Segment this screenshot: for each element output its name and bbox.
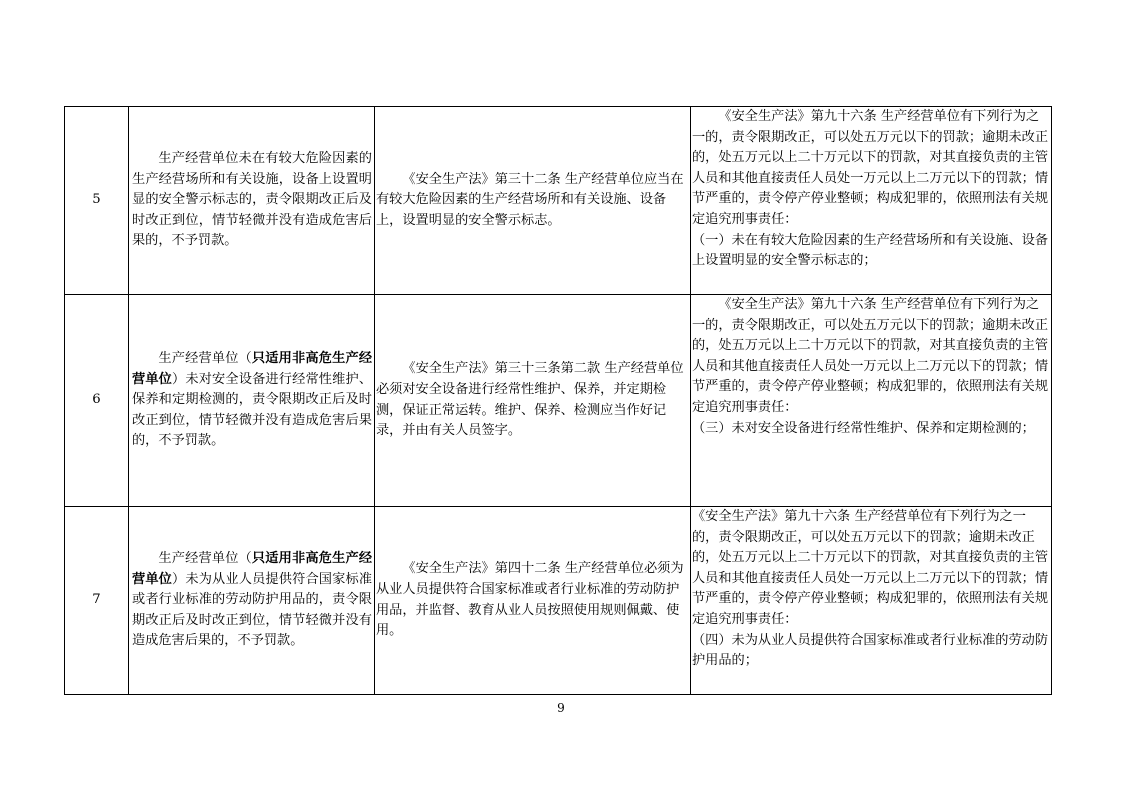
penalty-item-text: （三）未对安全设备进行经常性维护、保养和定期检测的；: [692, 420, 1035, 436]
basis-text: 《安全生产法》第四十二条 生产经营单位必须为从业人员提供符合国家标准或者行业标准的劳动防护用品，并监督、教育从业人员按照使用规则佩戴、使用。: [376, 561, 684, 639]
description-text: 生产经营单位未在有较大危险因素的生产经营场所和有关设施，设备上设置明显的安全警示标志的，责令限期改正后及时改正到位，情节轻微并没有造成危害后果的，不予罚款。: [132, 151, 372, 249]
legal-basis: [375, 107, 691, 295]
row-number: 5: [65, 107, 129, 295]
description-prefix: 生产经营单位（: [158, 551, 252, 567]
penalty-main-text: 《安全生产法》第九十六条 生产经营单位有下列行为之一的，责令限期改正，可以处五万元以下的罚款；逾期未改正的，处五万元以上二十万元以下的罚款，对其直接负责的主管人员和其他直接责任人员处一万元以上二万元以下的罚款；情节严重的，责令停产停业整顿；构成犯罪的，依照刑法有关规定追究刑事责任：: [692, 109, 1049, 227]
legal-basis: [375, 507, 691, 695]
penalty-main-text: 《安全生产法》第九十六条 生产经营单位有下列行为之一的，责令限期改正，可以处五万元以下的罚款；逾期未改正的，处五万元以上二十万元以下的罚款，对其直接负责的主管人员和其他直接责任人员处一万元以上二万元以下的罚款；情节严重的，责令停产停业整顿；构成犯罪的，依照刑法有关规定追究刑事责任：: [692, 297, 1049, 415]
description-suffix: ）未为从业人员提供符合国家标准或者行业标准的劳动防护用品的，责令限期改正后及时改正到位，情节轻微并没有造成危害后果的，不予罚款。: [132, 571, 373, 649]
scope-emphasis: 只适用非高危生产经营单位: [132, 551, 373, 587]
basis-text: 《安全生产法》第三十三条第二款 生产经营单位必须对安全设备进行经常性维护、保养，并定期检测，保证正常运转。维护、保养、检测应当作好记录，并由有关人员签字。: [376, 361, 684, 439]
penalty-table: [64, 106, 1052, 695]
table-row: [65, 107, 1052, 295]
description-text: [132, 549, 372, 652]
row-number: 6: [65, 295, 129, 507]
violation-description: [129, 295, 375, 507]
scope-emphasis: 只适用非高危生产经营单位: [132, 351, 373, 387]
penalty-main-text: 《安全生产法》第九十六条 生产经营单位有下列行为之一的，责令限期改正，可以处五万元以下的罚款；逾期未改正的，处五万元以上二十万元以下的罚款，对其直接负责的主管人员和其他直接责任人员处一万元以上二万元以下的罚款；情节严重的，责令停产停业整顿；构成犯罪的，依照刑法有关规定追究刑事责任：: [692, 509, 1049, 627]
description-prefix: 生产经营单位（: [158, 351, 252, 367]
violation-description: [129, 107, 375, 295]
description-suffix: ）未对安全设备进行经常性维护、保养和定期检测的，责令限期改正后及时改正到位，情节轻微并没有造成危害后果的，不予罚款。: [132, 371, 373, 449]
violation-description: [129, 507, 375, 695]
legal-basis: [375, 295, 691, 507]
penalty-provision: [691, 507, 1052, 695]
row-number: 7: [65, 507, 129, 695]
description-text: [132, 349, 372, 452]
basis-text: 《安全生产法》第三十二条 生产经营单位应当在有较大危险因素的生产经营场所和有关设施、设备上，设置明显的安全警示标志。: [376, 171, 684, 228]
penalty-provision: [691, 295, 1052, 507]
page-number: 9: [557, 701, 565, 715]
penalty-item-text: （四）未为从业人员提供符合国家标准或者行业标准的劳动防护用品的；: [692, 632, 1049, 669]
table-row: [65, 507, 1052, 695]
penalty-item-text: （一）未在有较大危险因素的生产经营场所和有关设施、设备上设置明显的安全警示标志的；: [692, 232, 1049, 269]
table-row: [65, 295, 1052, 507]
penalty-provision: [691, 107, 1052, 295]
